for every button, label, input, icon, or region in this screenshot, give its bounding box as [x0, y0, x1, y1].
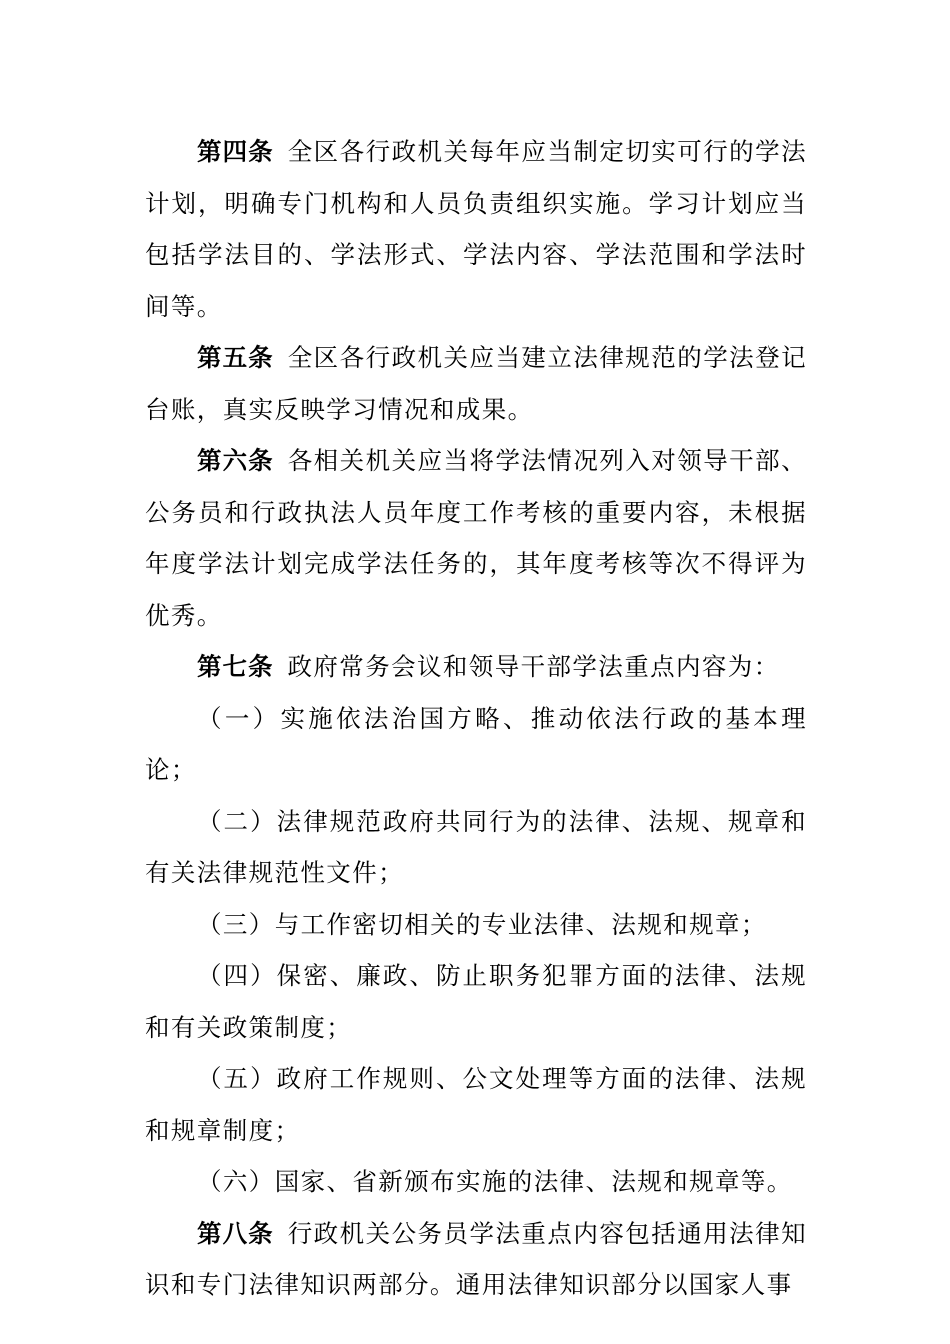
list-item-4: [145, 950, 807, 1053]
list-item-2: [145, 796, 807, 899]
document-body: [145, 126, 807, 1311]
article-8-label: 第八条: [197, 1218, 274, 1248]
list-item-3-text: （三）与工作密切相关的专业法律、法规和规章；: [197, 909, 767, 939]
article-6-paragraph: [145, 435, 807, 641]
article-8-paragraph: [145, 1208, 807, 1311]
article-5-paragraph: [145, 332, 807, 435]
article-8-text: 行政机关公务员学法重点内容包括通用法律知识和专门法律知识两部分。通用法律知识部分以国家人事: [145, 1218, 808, 1299]
article-7-label: 第七条: [197, 652, 274, 681]
list-item-1: [145, 693, 807, 796]
list-item-1-text: （一）实施依法治国方略、推动依法行政的基本理论；: [145, 703, 807, 784]
article-7-text: 政府常务会议和领导干部学法重点内容为：: [287, 652, 780, 681]
list-item-6: [145, 1156, 807, 1208]
article-5-label: 第五条: [197, 343, 274, 372]
article-4-paragraph: [145, 126, 807, 332]
list-item-3: [145, 899, 807, 951]
list-item-5: [145, 1053, 807, 1156]
article-5-text: 全区各行政机关应当建立法律规范的学法登记台账，真实反映学习情况和成果。: [145, 343, 808, 424]
list-item-2-text: （二）法律规范政府共同行为的法律、法规、规章和有关法律规范性文件；: [145, 806, 807, 887]
list-item-6-text: （六）国家、省新颁布实施的法律、法规和规章等。: [197, 1167, 793, 1196]
article-4-text: 全区各行政机关每年应当制定切实可行的学法计划，明确专门机构和人员负责组织实施。学习计划应当包括学法目的、学法形式、学法内容、学法范围和学法时间等。: [145, 137, 808, 321]
article-7-paragraph: [145, 641, 807, 693]
article-4-label: 第四条: [197, 137, 274, 166]
list-item-4-text: （四）保密、廉政、防止职务犯罪方面的法律、法规和有关政策制度；: [145, 961, 807, 1042]
list-item-5-text: （五）政府工作规则、公文处理等方面的法律、法规和规章制度；: [145, 1064, 807, 1145]
article-6-label: 第六条: [197, 446, 274, 475]
article-6-text: 各相关机关应当将学法情况列入对领导干部、公务员和行政执法人员年度工作考核的重要内容，未根据年度学法计划完成学法任务的，其年度考核等次不得评为优秀。: [145, 446, 808, 630]
